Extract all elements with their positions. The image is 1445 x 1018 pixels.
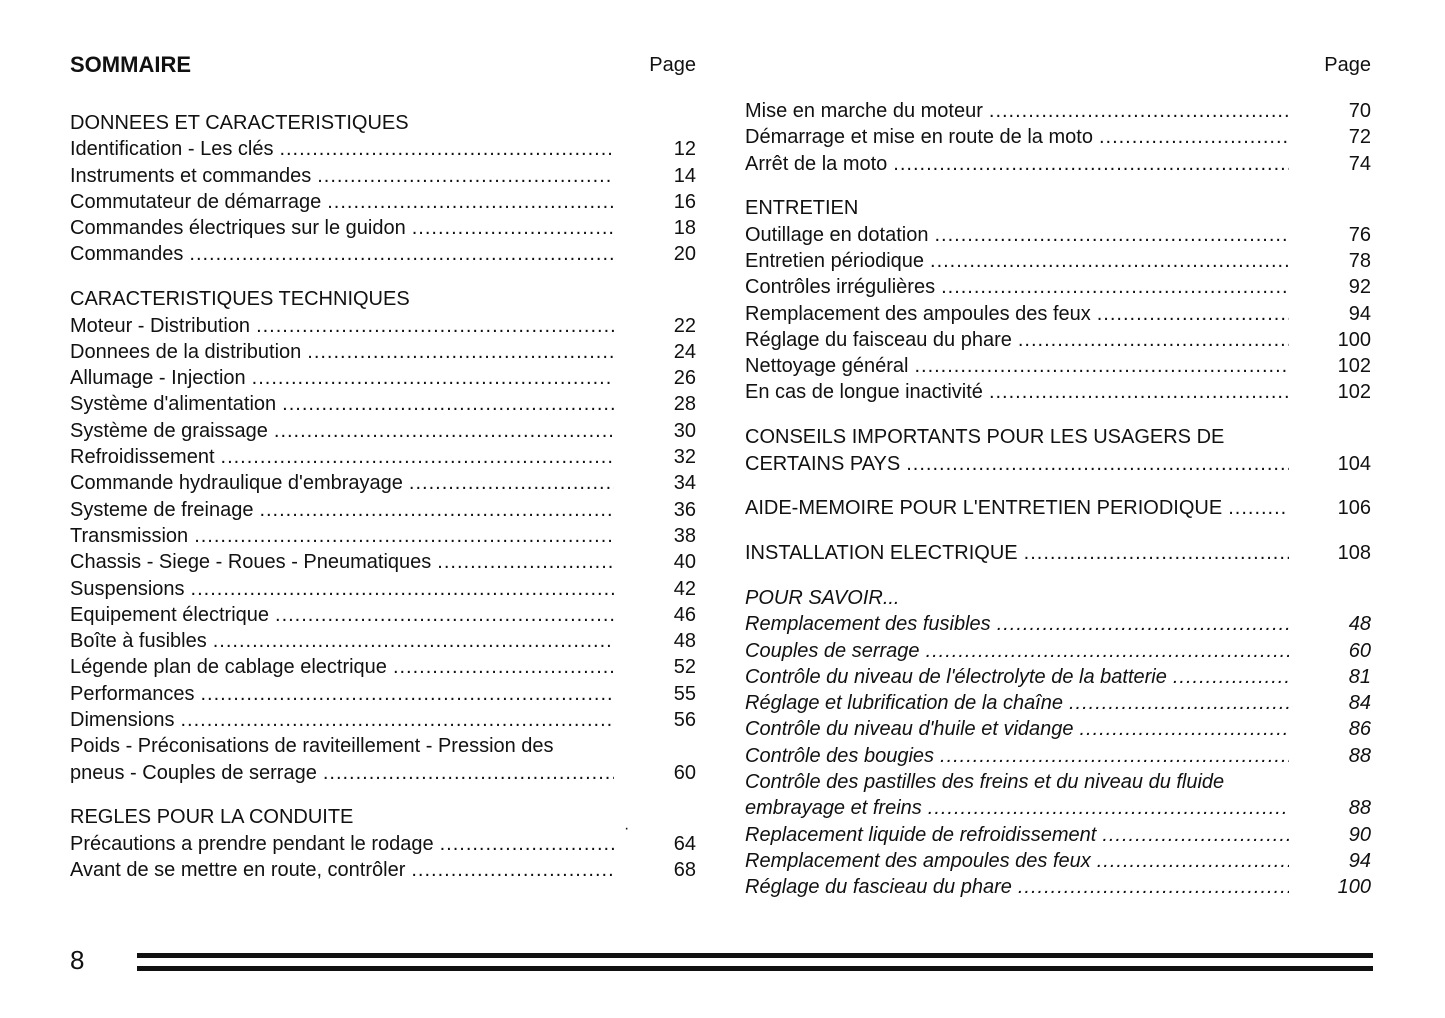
toc-entry[interactable]: Identification - Les clés ..... 12 [70,136,696,162]
toc-entry[interactable]: Réglage du fascieau du phare ..... 100 [745,874,1371,900]
toc-entry[interactable]: Avant de se mettre en route, contrôler ..... 68 [70,857,696,883]
toc-entry[interactable]: Entretien périodique ..... 78 [745,248,1371,274]
toc-entry[interactable]: Démarrage et mise en route de la moto ..... 72 [745,124,1371,150]
toc-entry[interactable]: Suspensions ..... 42 [70,576,696,602]
toc-entry[interactable]: Replacement liquide de refroidissement ..... 90 [745,822,1371,848]
toc-entry[interactable]: Outillage en dotation ..... 76 [745,222,1371,248]
page-title: SOMMAIRE [70,52,191,77]
section-heading-caracteristiques: CARACTERISTIQUES TECHNIQUES [70,288,410,311]
toc-entry[interactable]: Système d'alimentation ..... 28 [70,391,696,417]
toc-entry[interactable]: Contrôle du niveau de l'électrolyte de la batterie ..... 81 [745,664,1371,690]
toc-entry[interactable]: Contrôle du niveau d'huile et vidange ..... 86 [745,716,1371,742]
toc-entry[interactable]: Nettoyage général ..... 102 [745,353,1371,379]
toc-entry[interactable]: Système de graissage ..... 30 [70,418,696,444]
toc-entry[interactable]: Dimensions ..... 56 [70,707,696,733]
toc-entry[interactable]: Mise en marche du moteur ..... 70 [745,98,1371,124]
toc-entry[interactable]: Précautions a prendre pendant le rodage ..... 64 [70,831,696,857]
toc-entry[interactable]: Commutateur de démarrage ..... 16 [70,189,696,215]
toc-entry[interactable]: Performances ..... 55 [70,681,696,707]
toc-entry[interactable]: CERTAINS PAYS ..... 104 [745,451,1371,477]
section-heading-regles: REGLES POUR LA CONDUITE [70,806,354,829]
toc-entry[interactable]: Boîte à fusibles ..... 48 [70,628,696,654]
toc-entry[interactable]: En cas de longue inactivité ..... 102 [745,379,1371,405]
toc-entry[interactable]: Commandes électriques sur le guidon ..... 18 [70,215,696,241]
toc-left-column [70,52,696,883]
toc-entry-installation[interactable]: INSTALLATION ELECTRIQUE ..... 108 [745,540,1371,566]
toc-right-column [745,52,1371,901]
footer-rule-top [137,953,1373,958]
toc-header [70,52,696,110]
stray-mark: · [624,820,630,837]
section-heading-pour-savoir: POUR SAVOIR... [745,586,900,609]
toc-entry[interactable]: Transmission ..... 38 [70,523,696,549]
toc-entry-multiline-first[interactable]: Poids - Préconisations de raviteillement - Pression des [70,735,554,758]
section-heading-donnees: DONNEES ET CARACTERISTIQUES [70,112,409,134]
toc-entry[interactable]: Réglage du faisceau du phare ..... 100 [745,327,1371,353]
page-number: 8 [70,945,85,975]
toc-entry[interactable]: Allumage - Injection ..... 26 [70,365,696,391]
page-column-header-right: Page [1324,54,1371,76]
section-heading-entretien: ENTRETIEN [745,197,859,220]
toc-entry[interactable]: embrayage et freins ..... 88 [745,795,1371,821]
toc-entry[interactable]: Remplacement des fusibles ..... 48 [745,611,1371,637]
toc-entry[interactable]: Couples de serrage ..... 60 [745,638,1371,664]
toc-entry-multiline-first[interactable]: Contrôle des pastilles des freins et du niveau du fluide [745,771,1225,794]
toc-header-right [745,52,1371,98]
toc-entry[interactable]: Systeme de freinage ..... 36 [70,497,696,523]
toc-entry[interactable]: Commandes ..... 20 [70,241,696,267]
toc-entry[interactable]: Contrôle des bougies ..... 88 [745,743,1371,769]
toc-entry[interactable]: Moteur - Distribution ..... 22 [70,313,696,339]
toc-entry-aide-memoire[interactable]: AIDE-MEMOIRE POUR L'ENTRETIEN PERIODIQUE ..... 106 [745,495,1371,521]
toc-entry[interactable]: Arrêt de la moto ..... 74 [745,151,1371,177]
section-heading-conseils[interactable]: CONSEILS IMPORTANTS POUR LES USAGERS DE [745,426,1225,449]
toc-entry[interactable]: Contrôles irrégulières ..... 92 [745,274,1371,300]
toc-entry[interactable]: Instruments et commandes ..... 14 [70,163,696,189]
toc-entry[interactable]: Remplacement des ampoules des feux ..... 94 [745,848,1371,874]
page-column-header: Page [649,54,696,76]
footer-rule-bottom [137,966,1373,971]
toc-entry[interactable]: Commande hydraulique d'embrayage ..... 34 [70,470,696,496]
toc-entry[interactable]: Equipement électrique ..... 46 [70,602,696,628]
toc-entry[interactable]: Refroidissement ..... 32 [70,444,696,470]
toc-entry[interactable]: Remplacement des ampoules des feux ..... 94 [745,301,1371,327]
toc-entry[interactable]: Donnees de la distribution ..... 24 [70,339,696,365]
toc-entry[interactable]: Réglage et lubrification de la chaîne ..... 84 [745,690,1371,716]
toc-entry[interactable]: Légende plan de cablage electrique ..... 52 [70,654,696,680]
toc-entry[interactable]: Chassis - Siege - Roues - Pneumatiques ..... 40 [70,549,696,575]
toc-entry[interactable]: pneus - Couples de serrage ..... 60 [70,760,696,786]
